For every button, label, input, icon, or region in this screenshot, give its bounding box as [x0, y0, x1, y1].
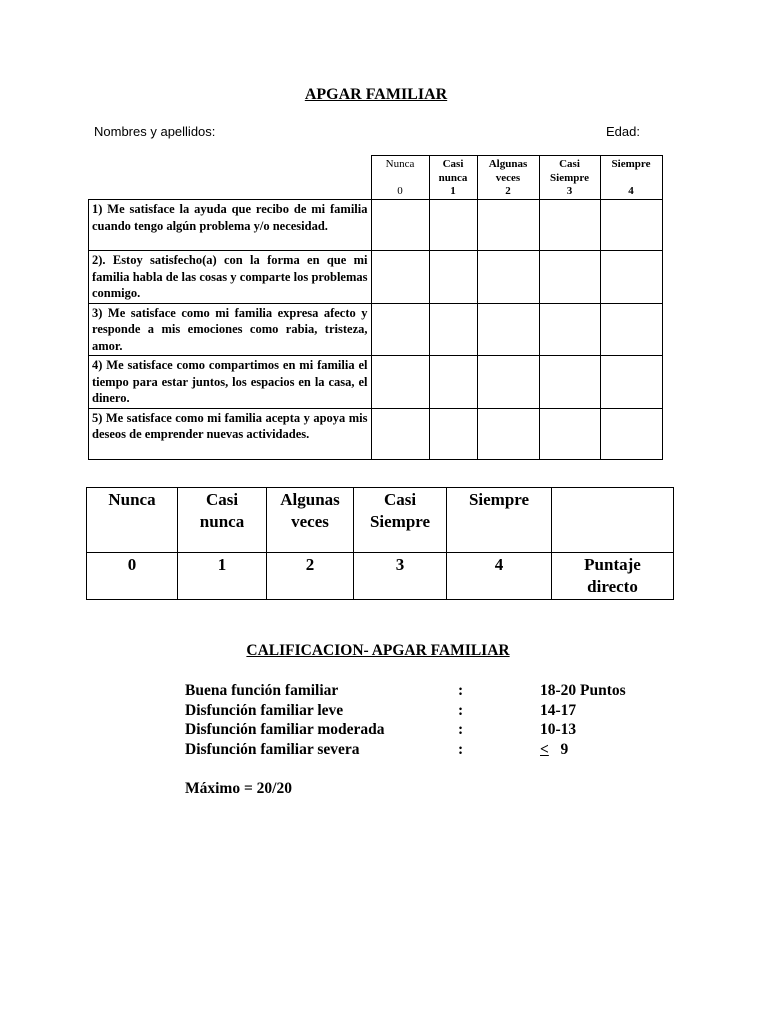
answer-cell[interactable]	[539, 200, 600, 251]
answer-cell[interactable]	[477, 251, 539, 304]
page-title: APGAR FAMILIAR	[304, 86, 448, 103]
header-nunca: Nunca 0	[371, 156, 429, 200]
score-range: 18-20 Puntos	[540, 682, 626, 699]
apgar-questionnaire-table	[88, 155, 663, 460]
score-value-4: 4	[447, 553, 552, 600]
answer-cell[interactable]	[477, 408, 539, 459]
answer-cell[interactable]	[429, 200, 477, 251]
score-value-1: 1	[178, 553, 267, 600]
question-3: 3) Me satisface como mi familia expresa afecto y responde a mis emociones como rabia, tristeza, amor.	[89, 303, 372, 356]
answer-cell[interactable]	[371, 356, 429, 409]
score-label-empty	[552, 488, 674, 553]
question-4: 4) Me satisface como compartimos en mi familia el tiempo para estar juntos, los espacios en la casa, el dinero.	[89, 356, 372, 409]
header-blank-cell	[89, 156, 372, 200]
answer-cell[interactable]	[371, 251, 429, 304]
header-casi-nunca: Casi nunca 1	[429, 156, 477, 200]
answer-cell[interactable]	[477, 303, 539, 356]
separator: :	[458, 721, 464, 738]
answer-cell[interactable]	[429, 408, 477, 459]
score-value-0: 0	[87, 553, 178, 600]
maximo: Máximo = 20/20	[185, 780, 292, 797]
question-2: 2). Estoy satisfecho(a) con la forma en que mi familia habla de las cosas y comparte los problemas conmigo.	[89, 251, 372, 304]
score-value-2: 2	[267, 553, 354, 600]
score-label: Disfunción familiar leve	[185, 701, 344, 719]
score-ranges	[540, 681, 626, 759]
answer-cell[interactable]	[429, 303, 477, 356]
answer-cell[interactable]	[477, 356, 539, 409]
answer-cell[interactable]	[600, 200, 662, 251]
answer-cell[interactable]	[600, 251, 662, 304]
answer-cell[interactable]	[429, 251, 477, 304]
score-labels	[185, 681, 385, 759]
score-value-3: 3	[354, 553, 447, 600]
score-label-algunas-veces: Algunas veces	[267, 488, 354, 553]
answer-cell[interactable]	[600, 408, 662, 459]
score-label: Buena función familiar	[185, 682, 339, 699]
question-1: 1) Me satisface la ayuda que recibo de mi familia cuando tengo algún problema y/o necesidad.	[89, 200, 372, 251]
separator: :	[458, 701, 464, 719]
age-label: Edad:	[606, 124, 640, 139]
header-algunas-veces: Algunas veces 2	[477, 156, 539, 200]
separator: :	[458, 740, 464, 758]
score-table	[86, 487, 674, 600]
score-label-casi-siempre: Casi Siempre	[354, 488, 447, 553]
score-range: 10-13	[540, 721, 577, 738]
header-siempre: Siempre 4	[600, 156, 662, 200]
score-range: 14-17	[540, 701, 577, 719]
answer-cell[interactable]	[600, 356, 662, 409]
answer-cell[interactable]	[539, 251, 600, 304]
answer-cell[interactable]	[600, 303, 662, 356]
question-5: 5) Me satisface como mi familia acepta y apoya mis deseos de emprender nuevas actividades.	[89, 408, 372, 459]
less-equal-symbol: <	[540, 740, 549, 758]
answer-cell[interactable]	[477, 200, 539, 251]
separator: :	[458, 682, 464, 699]
answer-cell[interactable]	[539, 408, 600, 459]
answer-cell[interactable]	[371, 408, 429, 459]
score-label-nunca: Nunca	[87, 488, 178, 553]
score-label-casi-nunca: Casi nunca	[178, 488, 267, 553]
answer-cell[interactable]	[371, 200, 429, 251]
score-separators	[458, 681, 463, 759]
score-label-siempre: Siempre	[447, 488, 552, 553]
answer-cell[interactable]	[539, 303, 600, 356]
score-label: Disfunción familiar moderada	[185, 721, 385, 738]
header-casi-siempre: Casi Siempre 3	[539, 156, 600, 200]
answer-cell[interactable]	[429, 356, 477, 409]
puntaje-directo: Puntaje directo	[552, 553, 674, 600]
answer-cell[interactable]	[539, 356, 600, 409]
answer-cell[interactable]	[371, 303, 429, 356]
score-range: < 9	[540, 740, 569, 758]
name-label: Nombres y apellidos:	[94, 124, 216, 139]
score-label: Disfunción familiar severa	[185, 740, 360, 758]
calificacion-title: CALIFICACION- APGAR FAMILIAR	[246, 642, 510, 659]
